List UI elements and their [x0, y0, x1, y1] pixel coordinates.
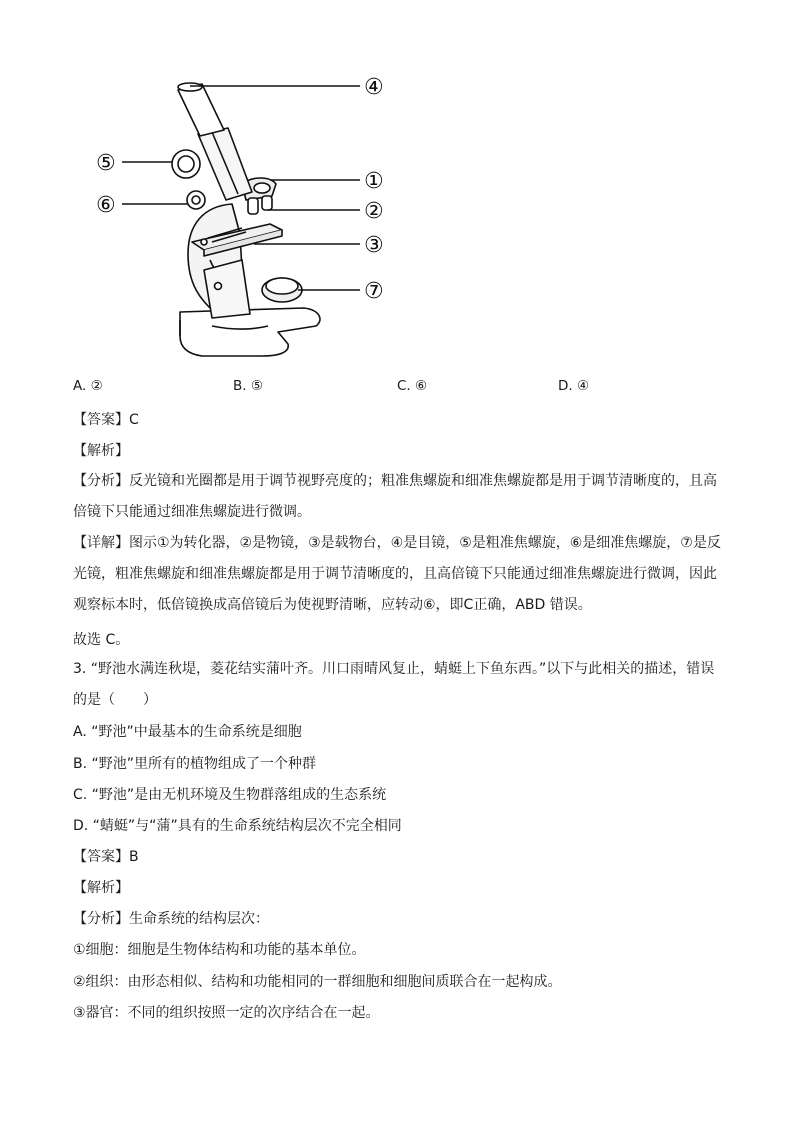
- q3-analysis-title: 【解析】: [73, 880, 129, 896]
- q2-analysis-intro: 【分析】反光镜和光圈都是用于调节视野亮度的；粗准焦螺旋和细准焦螺旋都是用于调节清晰度的，且高倍镜下只能通过细准焦螺旋进行微调。: [73, 473, 717, 520]
- q3-stem: 3. “野池水满连秋堤，菱花结实蒲叶齐。川口雨晴风复止，蜻蜓上下鱼东西。”以下与此相关的描述，错误的是（ ）: [73, 661, 715, 708]
- q3-option-b: B. “野池”里所有的植物组成了一个种群: [73, 756, 317, 772]
- q2-option-c: C. ⑥: [397, 378, 428, 394]
- microscope-diagram: [92, 64, 422, 364]
- q3-point-3: ③器官：不同的组织按照一定的次序结合在一起。: [73, 1005, 380, 1021]
- q2-option-b: B. ⑤: [233, 378, 263, 394]
- label-3: ③: [364, 233, 384, 258]
- q3-answer: 【答案】B: [73, 849, 139, 865]
- q2-answer: 【答案】C: [73, 412, 139, 428]
- q2-options: [73, 378, 733, 400]
- label-6: ⑥: [96, 193, 116, 218]
- q3-point-2: ②组织：由形态相似、结构和功能相同的一群细胞和细胞间质联合在一起构成。: [73, 974, 562, 990]
- q3-point-1: ①细胞：细胞是生物体结构和功能的基本单位。: [73, 942, 366, 958]
- q3-option-a: A. “野池”中最基本的生命系统是细胞: [73, 724, 302, 740]
- q2-analysis-title: 【解析】: [73, 443, 129, 459]
- q2-conclusion: 故选 C。: [73, 632, 130, 648]
- label-1: ①: [364, 169, 384, 194]
- label-5: ⑤: [96, 151, 116, 176]
- microscope-figure: [92, 64, 422, 364]
- q2-detail: 【详解】图示①为转化器，②是物镜，③是载物台，④是目镜，⑤是粗准焦螺旋，⑥是细准焦螺旋，⑦是反光镜，粗准焦螺旋和细准焦螺旋都是用于调节清晰度的，且高倍镜下只能通过细准焦螺旋进行微调，因此观察标本时，低倍镜换成高倍镜后为使视野清晰，应转动⑥，即C正确，ABD 错误。: [73, 535, 721, 613]
- q2-option-d: D. ④: [558, 378, 590, 394]
- q3-option-d: D. “蜻蜓”与“蒲”具有的生命系统结构层次不完全相同: [73, 818, 402, 834]
- label-7: ⑦: [364, 279, 384, 304]
- label-2: ②: [364, 199, 384, 224]
- q3-option-c: C. “野池”是由无机环境及生物群落组成的生态系统: [73, 787, 387, 803]
- q2-option-a: A. ②: [73, 378, 103, 394]
- q3-analysis-intro: 【分析】生命系统的结构层次：: [73, 911, 269, 927]
- label-4: ④: [364, 75, 384, 100]
